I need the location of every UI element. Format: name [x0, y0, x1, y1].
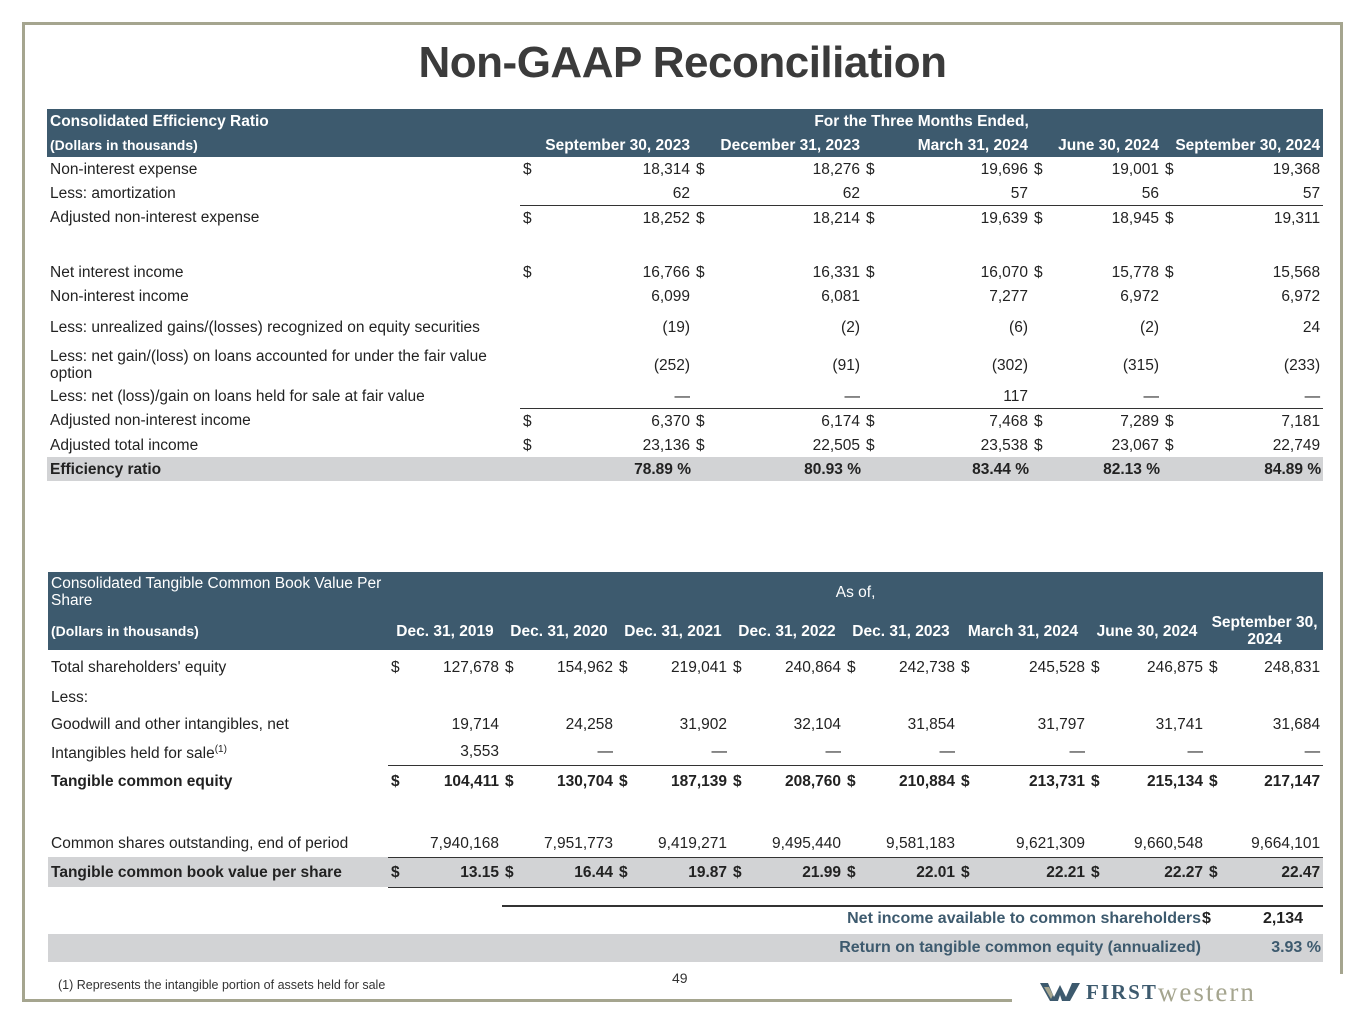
cell-value: — — [1108, 738, 1206, 765]
net-income-label: Net income available to common shareholders — [847, 910, 1201, 927]
dollar-sign — [1031, 384, 1051, 409]
logo-first-text: FIRST — [1086, 979, 1158, 1004]
cell-value: — — [978, 738, 1088, 765]
dollar-sign — [958, 797, 978, 857]
cell-value: — — [636, 738, 730, 765]
dollar-sign — [1031, 308, 1051, 346]
rote-label: Return on tangible common equity (annualized) — [839, 939, 1201, 956]
logo-w-icon — [1040, 981, 1080, 1003]
dollar-sign: $ — [733, 772, 742, 790]
table-row — [47, 157, 1323, 181]
dollar-sign: $ — [1091, 772, 1100, 790]
dollar-sign: $ — [391, 658, 400, 676]
cell-value: 104,411 — [443, 772, 499, 790]
dollar-sign — [388, 711, 408, 738]
row-label: Total shareholders' equity — [51, 658, 227, 676]
cell-value: — — [713, 384, 863, 409]
dollar-sign — [1162, 308, 1182, 346]
footnote-marker: (1) — [214, 743, 227, 755]
cell-value: 7,181 — [1281, 412, 1321, 430]
cell-value: 246,875 — [1146, 658, 1203, 676]
cell-value: 210,884 — [898, 772, 955, 790]
row-label: Tangible common book value per share — [48, 857, 388, 887]
table-row — [48, 765, 1323, 797]
cell-value: 240,864 — [784, 658, 841, 676]
dollar-sign: $ — [523, 412, 532, 430]
cell-value: 187,139 — [670, 772, 727, 790]
dollar-sign: $ — [619, 772, 628, 790]
cell-value: 154,962 — [556, 658, 613, 676]
cell-value: 7,289 — [1120, 412, 1159, 430]
period-header: As of, — [388, 572, 1323, 612]
table-row — [47, 206, 1323, 231]
cell-value: 16,331 — [812, 263, 860, 281]
empty-cell — [388, 684, 1323, 711]
column-header: Dec. 31, 2022 — [730, 612, 844, 650]
frame-right-border — [1340, 22, 1343, 974]
dollar-sign: $ — [391, 772, 400, 790]
column-header: December 31, 2023 — [693, 133, 863, 157]
cell-value: 6,081 — [821, 287, 860, 305]
dollar-sign — [863, 284, 883, 308]
table-row — [47, 346, 1323, 384]
column-header: Dec. 31, 2021 — [616, 612, 730, 650]
column-header: Dec. 31, 2020 — [502, 612, 616, 650]
dollar-sign — [1031, 284, 1051, 308]
column-header: Dec. 31, 2023 — [844, 612, 958, 650]
cell-value: 32,104 — [793, 716, 841, 733]
net-income-dollar: $ — [1202, 910, 1211, 927]
dollar-sign — [1206, 711, 1226, 738]
dollar-sign — [958, 738, 978, 765]
dollar-sign: $ — [961, 772, 970, 790]
cell-value: 31,797 — [1037, 716, 1085, 733]
cell-value: 31,854 — [907, 716, 955, 733]
dollar-sign — [616, 711, 636, 738]
cell-value: 56 — [1051, 181, 1162, 206]
dollar-sign: $ — [1206, 857, 1226, 887]
row-label: Non-interest income — [50, 287, 189, 305]
dollar-sign: $ — [523, 436, 532, 454]
dollar-sign — [616, 797, 636, 857]
column-header: March 31, 2024 — [863, 133, 1031, 157]
column-header: Dec. 31, 2019 — [388, 612, 502, 650]
cell-value: 18,276 — [812, 160, 860, 178]
cell-value: 57 — [1182, 181, 1323, 206]
period-header: For the Three Months Ended, — [520, 109, 1323, 133]
dollar-sign: $ — [1034, 160, 1043, 178]
cell-value: 78.89 % — [540, 457, 693, 481]
net-income-rule — [502, 905, 1323, 907]
dollar-sign: $ — [523, 263, 532, 281]
dollar-sign: $ — [1034, 209, 1043, 227]
cell-value: 62 — [713, 181, 863, 206]
cell-value: 6,972 — [1281, 287, 1321, 305]
table-row — [48, 684, 1323, 711]
dollar-sign: $ — [388, 857, 408, 887]
dollar-sign: $ — [847, 772, 856, 790]
dollar-sign: $ — [523, 160, 532, 178]
table-row — [47, 433, 1323, 457]
dollar-sign: $ — [733, 658, 742, 676]
column-header-row — [47, 133, 1323, 157]
row-label: Adjusted non-interest expense — [50, 209, 260, 227]
cell-value: 7,277 — [989, 287, 1028, 305]
cell-value: (315) — [1122, 356, 1159, 374]
cell-value: 19,311 — [1273, 209, 1321, 227]
column-header: September 30, 2023 — [520, 133, 693, 157]
cell-value: 23,538 — [980, 436, 1028, 454]
dollar-sign — [1162, 346, 1182, 384]
book-value-row — [48, 857, 1323, 887]
cell-value: 7,468 — [989, 412, 1028, 430]
dollar-sign — [693, 284, 713, 308]
cell-value: 7,940,168 — [430, 834, 499, 852]
cell-value: — — [522, 738, 616, 765]
dollar-sign: $ — [1165, 160, 1174, 178]
dollar-sign: $ — [847, 658, 856, 676]
row-label: Net interest income — [50, 263, 184, 281]
row-label: Less: net gain/(loss) on loans accounted for under the fair value option — [50, 348, 487, 382]
row-label: Adjusted non-interest income — [50, 412, 251, 430]
cell-value: (19) — [662, 318, 690, 336]
dollar-sign — [863, 384, 883, 409]
cell-value: 242,738 — [898, 658, 955, 676]
dollar-sign — [520, 384, 540, 409]
dollar-sign — [1088, 711, 1108, 738]
dollar-sign — [520, 181, 540, 206]
cell-value: 18,945 — [1111, 209, 1159, 227]
cell-value: 22.27 — [1108, 857, 1206, 887]
row-label: Non-interest expense — [50, 160, 198, 178]
cell-value: 6,174 — [821, 412, 860, 430]
column-header: September 30, 2024 — [1162, 133, 1323, 157]
cell-value: 83.44 % — [883, 457, 1031, 481]
efficiency-ratio-table — [47, 109, 1323, 481]
cell-value: 6,370 — [651, 412, 690, 430]
cell-value: (252) — [653, 356, 690, 374]
cell-value: — — [1226, 738, 1323, 765]
cell-value: 22.01 — [864, 857, 958, 887]
dollar-sign: $ — [523, 209, 532, 227]
cell-value: — — [750, 738, 844, 765]
cell-value: 57 — [883, 181, 1031, 206]
cell-value: 16,070 — [980, 263, 1028, 281]
dollar-sign — [863, 181, 883, 206]
cell-value: 3,553 — [408, 738, 502, 765]
table-row — [48, 797, 1323, 857]
table-row — [47, 409, 1323, 434]
footnote: (1) Represents the intangible portion of assets held for sale — [58, 978, 386, 992]
dollar-sign — [1031, 346, 1051, 384]
dollar-sign — [730, 711, 750, 738]
dollar-sign — [730, 797, 750, 857]
dollar-sign: $ — [961, 658, 970, 676]
row-label: Tangible common equity — [51, 772, 233, 790]
dollar-sign — [1162, 457, 1182, 481]
cell-value: 215,134 — [1146, 772, 1203, 790]
table-row — [47, 308, 1323, 346]
dollar-sign — [502, 711, 522, 738]
dollar-sign: $ — [505, 772, 514, 790]
cell-value: 245,528 — [1028, 658, 1085, 676]
table-row — [47, 384, 1323, 409]
dollar-sign — [1206, 738, 1226, 765]
section-label: Consolidated Efficiency Ratio — [47, 109, 520, 133]
frame-bottom-border — [22, 999, 1012, 1002]
cell-value: 15,568 — [1272, 263, 1321, 281]
dollar-sign: $ — [866, 209, 875, 227]
net-income-value: 2,134 — [1262, 910, 1303, 927]
row-label: Intangibles held for sale$^{(1)}$ — [51, 743, 227, 763]
row-label: Less: unrealized gains/(losses) recognized on equity securities — [50, 318, 480, 336]
dollar-sign: $ — [505, 658, 514, 676]
cell-value: 6,972 — [1120, 287, 1159, 305]
dollar-sign — [616, 738, 636, 765]
dollar-sign: $ — [1165, 412, 1174, 430]
cell-value: 127,678 — [442, 658, 499, 676]
cell-value: 117 — [883, 384, 1031, 409]
cell-value: (233) — [1283, 356, 1321, 374]
cell-value: 84.89 % — [1182, 457, 1323, 481]
dollar-sign — [693, 457, 713, 481]
table-row — [48, 711, 1323, 738]
dollar-sign — [863, 308, 883, 346]
dollar-sign — [388, 738, 408, 765]
dollar-sign: $ — [696, 160, 705, 178]
section-label: Consolidated Tangible Common Book Value Per Share — [48, 572, 388, 612]
dollar-sign: $ — [696, 209, 705, 227]
cell-value: (91) — [832, 356, 860, 374]
dollar-sign — [844, 797, 864, 857]
dollar-sign — [844, 711, 864, 738]
net-income-row — [502, 910, 1323, 932]
dollar-sign: $ — [1165, 436, 1174, 454]
dollar-sign — [844, 738, 864, 765]
dollar-sign: $ — [866, 436, 875, 454]
column-header: June 30, 2024 — [1088, 612, 1206, 650]
row-label: Less: amortization — [50, 184, 176, 202]
cell-value: 18,252 — [642, 209, 690, 227]
dollar-sign — [1088, 738, 1108, 765]
column-header: September 30, 2024 — [1206, 612, 1323, 650]
dollar-sign: $ — [958, 857, 978, 887]
dollar-sign — [958, 711, 978, 738]
cell-value: 9,581,183 — [886, 834, 955, 852]
dollar-sign — [693, 346, 713, 384]
row-label: Efficiency ratio — [47, 457, 520, 481]
dollar-sign — [1206, 797, 1226, 857]
cell-value: — — [1182, 384, 1323, 409]
dollar-sign: $ — [1034, 436, 1043, 454]
row-label: Goodwill and other intangibles, net — [51, 716, 289, 733]
cell-value: 31,684 — [1272, 716, 1321, 733]
cell-value: 18,214 — [812, 209, 860, 227]
cell-value: 7,951,773 — [544, 834, 613, 852]
dollar-sign — [693, 384, 713, 409]
cell-value: 22.21 — [978, 857, 1088, 887]
cell-value: 16.44 — [522, 857, 616, 887]
dollar-sign: $ — [619, 658, 628, 676]
efficiency-ratio-row — [47, 457, 1323, 481]
dollar-sign: $ — [1034, 263, 1043, 281]
cell-value: — — [540, 384, 693, 409]
table-row — [47, 260, 1323, 284]
cell-value: 31,741 — [1155, 716, 1203, 733]
dollar-sign: $ — [1209, 772, 1218, 790]
dollar-sign — [1162, 384, 1182, 409]
cell-value: 21.99 — [750, 857, 844, 887]
cell-value: 31,902 — [679, 716, 727, 733]
dollar-sign: $ — [502, 857, 522, 887]
cell-value: 80.93 % — [713, 457, 863, 481]
dollar-sign: $ — [730, 857, 750, 887]
table-row — [48, 650, 1323, 684]
company-logo — [1040, 978, 1256, 1006]
dollar-sign: $ — [1165, 209, 1174, 227]
dollar-sign — [1162, 284, 1182, 308]
cell-value: 23,067 — [1111, 436, 1159, 454]
cell-value: 9,664,101 — [1251, 834, 1321, 852]
dollar-sign — [502, 738, 522, 765]
cell-value: 9,419,271 — [658, 834, 727, 852]
cell-value: 22,749 — [1272, 436, 1321, 454]
dollar-sign: $ — [696, 263, 705, 281]
dollar-sign — [520, 346, 540, 384]
dollar-sign — [693, 181, 713, 206]
header-row — [47, 109, 1323, 133]
dollar-sign: $ — [1165, 263, 1174, 281]
table-row — [48, 738, 1323, 765]
table-row — [47, 284, 1323, 308]
cell-value: 24,258 — [565, 716, 613, 733]
cell-value: (6) — [1009, 318, 1028, 336]
cell-value: 23,136 — [642, 436, 690, 454]
dollar-sign: $ — [1088, 857, 1108, 887]
cell-value: 6,099 — [651, 287, 690, 305]
cell-value: 18,314 — [642, 160, 690, 178]
spacer-cell — [47, 230, 1323, 260]
row-label: Adjusted total income — [50, 436, 199, 454]
column-header-row — [48, 612, 1323, 650]
row-label: Less: net (loss)/gain on loans held for sale at fair value — [50, 387, 425, 405]
dollar-sign — [520, 457, 540, 481]
cell-value: 208,760 — [784, 772, 841, 790]
cell-value: 19.87 — [636, 857, 730, 887]
cell-value: 22,505 — [812, 436, 860, 454]
frame-left-border — [22, 22, 25, 1002]
dollar-sign: $ — [1034, 412, 1043, 430]
dollar-sign: $ — [1209, 658, 1218, 676]
cell-value: 213,731 — [1028, 772, 1085, 790]
cell-value: — — [864, 738, 958, 765]
cell-value: 19,696 — [980, 160, 1028, 178]
cell-value: 9,660,548 — [1134, 834, 1203, 852]
spacer-row — [47, 230, 1323, 260]
cell-value: 217,147 — [1264, 772, 1321, 790]
dollar-sign — [1031, 457, 1051, 481]
dollar-sign — [863, 457, 883, 481]
dollar-sign — [863, 346, 883, 384]
cell-value: 19,368 — [1272, 160, 1321, 178]
dollar-sign — [1162, 181, 1182, 206]
cell-value: 219,041 — [670, 658, 727, 676]
dollar-sign: $ — [1091, 658, 1100, 676]
dollar-sign — [1031, 181, 1051, 206]
cell-value: 19,001 — [1111, 160, 1159, 178]
column-header: June 30, 2024 — [1031, 133, 1162, 157]
tangible-book-value-table — [48, 572, 1323, 888]
dollar-sign: $ — [696, 412, 705, 430]
cell-value: 248,831 — [1264, 658, 1321, 676]
cell-value: 9,495,440 — [772, 834, 841, 852]
cell-value: (2) — [841, 318, 860, 336]
cell-value: 19,639 — [980, 209, 1028, 227]
dollar-sign — [520, 308, 540, 346]
cell-value: 19,714 — [451, 716, 499, 733]
row-label: Common shares outstanding, end of period — [51, 835, 349, 852]
logo-western-text: western — [1157, 976, 1256, 1007]
cell-value: 13.15 — [408, 857, 502, 887]
cell-value: — — [1051, 384, 1162, 409]
table-row — [47, 181, 1323, 206]
column-header: March 31, 2024 — [958, 612, 1088, 650]
dollar-sign: $ — [696, 436, 705, 454]
cell-value: (2) — [1140, 318, 1159, 336]
dollar-sign — [502, 797, 522, 857]
cell-value: 82.13 % — [1051, 457, 1162, 481]
cell-value: 62 — [540, 181, 693, 206]
dollar-sign — [693, 308, 713, 346]
dollar-sign — [520, 284, 540, 308]
row-label: Less: — [51, 689, 89, 706]
cell-value: 16,766 — [642, 263, 690, 281]
cell-value: 22.47 — [1226, 857, 1323, 887]
units-label: (Dollars in thousands) — [47, 133, 520, 157]
frame-top-border — [22, 22, 1343, 25]
dollar-sign — [1088, 797, 1108, 857]
dollar-sign: $ — [616, 857, 636, 887]
cell-value: (302) — [991, 356, 1028, 374]
rote-row — [48, 934, 1323, 962]
page-title: Non-GAAP Reconciliation — [418, 38, 947, 87]
cell-value: 130,704 — [556, 772, 613, 790]
header-row — [48, 572, 1323, 612]
cell-value: 24 — [1302, 318, 1321, 336]
dollar-sign: $ — [866, 263, 875, 281]
dollar-sign — [730, 738, 750, 765]
dollar-sign — [388, 797, 408, 857]
dollar-sign: $ — [844, 857, 864, 887]
dollar-sign: $ — [866, 412, 875, 430]
cell-value: 9,621,309 — [1016, 834, 1085, 852]
page-number: 49 — [672, 970, 688, 986]
cell-value: 15,778 — [1111, 263, 1159, 281]
units-label: (Dollars in thousands) — [48, 612, 388, 650]
rote-value: 3.93 % — [1271, 939, 1321, 956]
dollar-sign: $ — [866, 160, 875, 178]
